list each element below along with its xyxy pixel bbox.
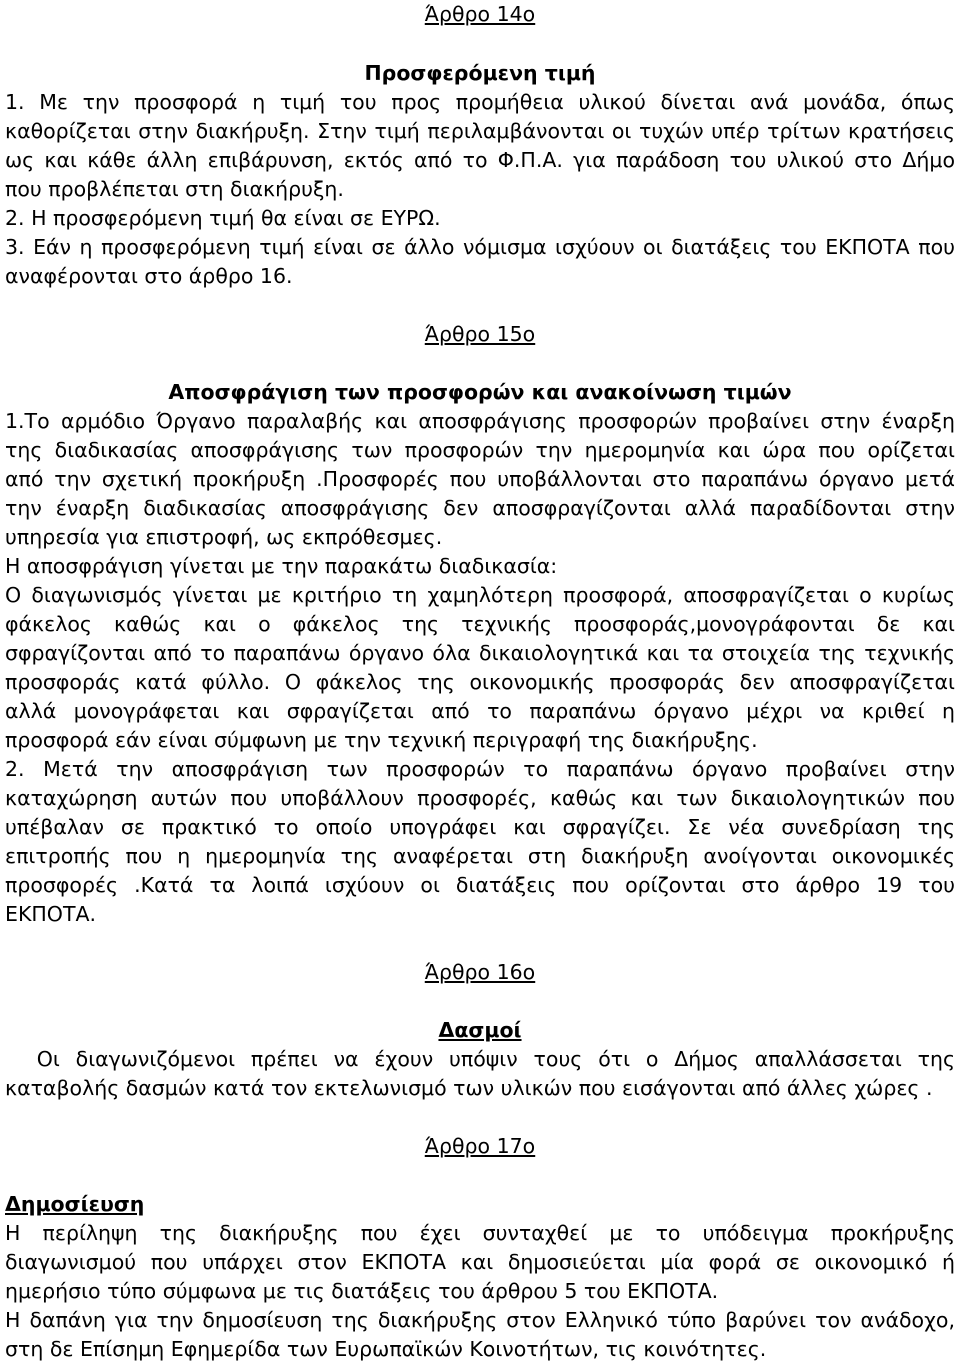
paragraph-line: αναφέρονται στο άρθρο 16. [5, 264, 293, 288]
article-16-title: Δασμοί [438, 1018, 522, 1042]
paragraph-line: ως και κάθε άλλη επιβάρυνση, εκτός από το Φ.Π.Α. για παράδοση του υλικού στο Δήμο [5, 148, 955, 172]
article-14-heading: Άρθρο 14ο [424, 2, 536, 26]
paragraph-line: ΕΚΠΟΤΑ. [5, 902, 97, 926]
paragraph-line: επιτροπής που η ημερομηνία της αναφέρεται στη διακήρυξη ανοίγονται οικονομικές [5, 844, 955, 868]
paragraph-line: της διαδικασίας αποσφράγισης των προσφορών την ημερομηνία και ώρα που ορίζεται [5, 438, 955, 462]
article-17-heading: Άρθρο 17ο [424, 1134, 536, 1158]
paragraph-line: που προβλέπεται στη διακήρυξη. [5, 177, 344, 201]
paragraph-line: ημερήσιο τύπο σύμφωνα με τις διατάξεις του άρθρου 5 του ΕΚΠΟΤΑ. [5, 1279, 719, 1303]
paragraph-line: υπέβαλαν σε πρακτικό το οποίο υπογράφει και σφραγίζει. Σε νέα συνεδρίαση της [5, 815, 955, 839]
article-15-heading: Άρθρο 15ο [424, 322, 536, 346]
paragraph-line: διαγωνισμού που υπάρχει στον ΕΚΠΟΤΑ και δημοσιεύεται μία φορά σε οικονομικό ή [5, 1250, 955, 1274]
paragraph-line: την έναρξη διαδικασίας αποσφράγισης δεν αποσφραγίζονται αλλά παραδίδονται στην [5, 496, 955, 520]
paragraph-line: προσφοράς κατά φύλλο. Ο φάκελος της οικονομικής προσφοράς δεν αποσφραγίζεται [5, 670, 955, 694]
paragraph-line: καθορίζεται στην διακήρυξη. Στην τιμή περιλαμβάνονται οι τυχών υπέρ τρίτων κρατήσεις [5, 119, 955, 143]
paragraph-line: 1. Με την προσφορά η τιμή του προς προμήθεια υλικού δίνεται ανά μονάδα, όπως [5, 90, 955, 114]
paragraph-line: 1.Το αρμόδιο Όργανο παραλαβής και αποσφράγισης προσφορών προβαίνει στην έναρξη [5, 409, 955, 433]
paragraph-line: στη δε Επίσημη Εφημερίδα των Ευρωπαϊκών Κοινοτήτων, τις κοινότητες. [5, 1337, 767, 1361]
paragraph-line: 2. Μετά την αποσφράγιση των προσφορών το παραπάνω όργανο προβαίνει στην [5, 757, 955, 781]
paragraph-line: Η περίληψη της διακήρυξης που έχει συνταχθεί με το υπόδειγμα προκήρυξης [5, 1221, 955, 1245]
paragraph-line: υπηρεσία για επιστροφή, ως εκπρόθεσμες. [5, 525, 443, 549]
article-14-title: Προσφερόμενη τιμή [364, 61, 596, 85]
paragraph-line: από την σχετική προκήρυξη .Προσφορές που υποβάλλονται στο παραπάνω όργανο μετά [5, 467, 955, 491]
paragraph-line: Η αποσφράγιση γίνεται με την παρακάτω διαδικασία: [5, 554, 558, 578]
article-15-title: Αποσφράγιση των προσφορών και ανακοίνωση τιμών [168, 380, 792, 404]
article-17-title: Δημοσίευση [5, 1192, 145, 1216]
paragraph-line: Οι διαγωνιζόμενοι πρέπει να έχουν υπόψιν τους ότι ο Δήμος απαλλάσσεται της [5, 1047, 955, 1071]
paragraph-line: 2. Η προσφερόμενη τιμή θα είναι σε ΕΥΡΩ. [5, 206, 441, 230]
paragraph-line: καταχώρηση αυτών που υποβάλλουν προσφορές, καθώς και των δικαιολογητικών που [5, 786, 955, 810]
paragraph-line: προσφορά εάν είναι σύμφωνη με την τεχνική περιγραφή της διακήρυξης. [5, 728, 758, 752]
article-16-heading: Άρθρο 16ο [424, 960, 536, 984]
paragraph-line: προσφορές .Κατά τα λοιπά ισχύουν οι διατάξεις που ορίζονται στο άρθρο 19 του [5, 873, 955, 897]
paragraph-line: 3. Εάν η προσφερόμενη τιμή είναι σε άλλο νόμισμα ισχύουν οι διατάξεις του ΕΚΠΟΤΑ που [5, 235, 955, 259]
paragraph-line: φάκελος καθώς και ο φάκελος της τεχνικής προσφοράς,μονογράφονται δε και [5, 612, 955, 636]
paragraph-line: Ο διαγωνισμός γίνεται με κριτήριο τη χαμηλότερη προσφορά, αποσφραγίζεται ο κυρίως [5, 583, 955, 607]
paragraph-line: Η δαπάνη για την δημοσίευση της διακήρυξης στον Ελληνικό τύπο βαρύνει τον ανάδοχο, [5, 1308, 955, 1332]
paragraph-line: αλλά μονογράφεται και σφραγίζεται από το παραπάνω όργανο μέχρι να κριθεί η [5, 699, 955, 723]
paragraph-line: καταβολής δασμών κατά τον εκτελωνισμό των υλικών που εισάγονται από άλλες χώρες . [5, 1076, 933, 1100]
paragraph-line: σφραγίζονται από το παραπάνω όργανο όλα δικαιολογητικά και τα στοιχεία της τεχνικής [5, 641, 955, 665]
